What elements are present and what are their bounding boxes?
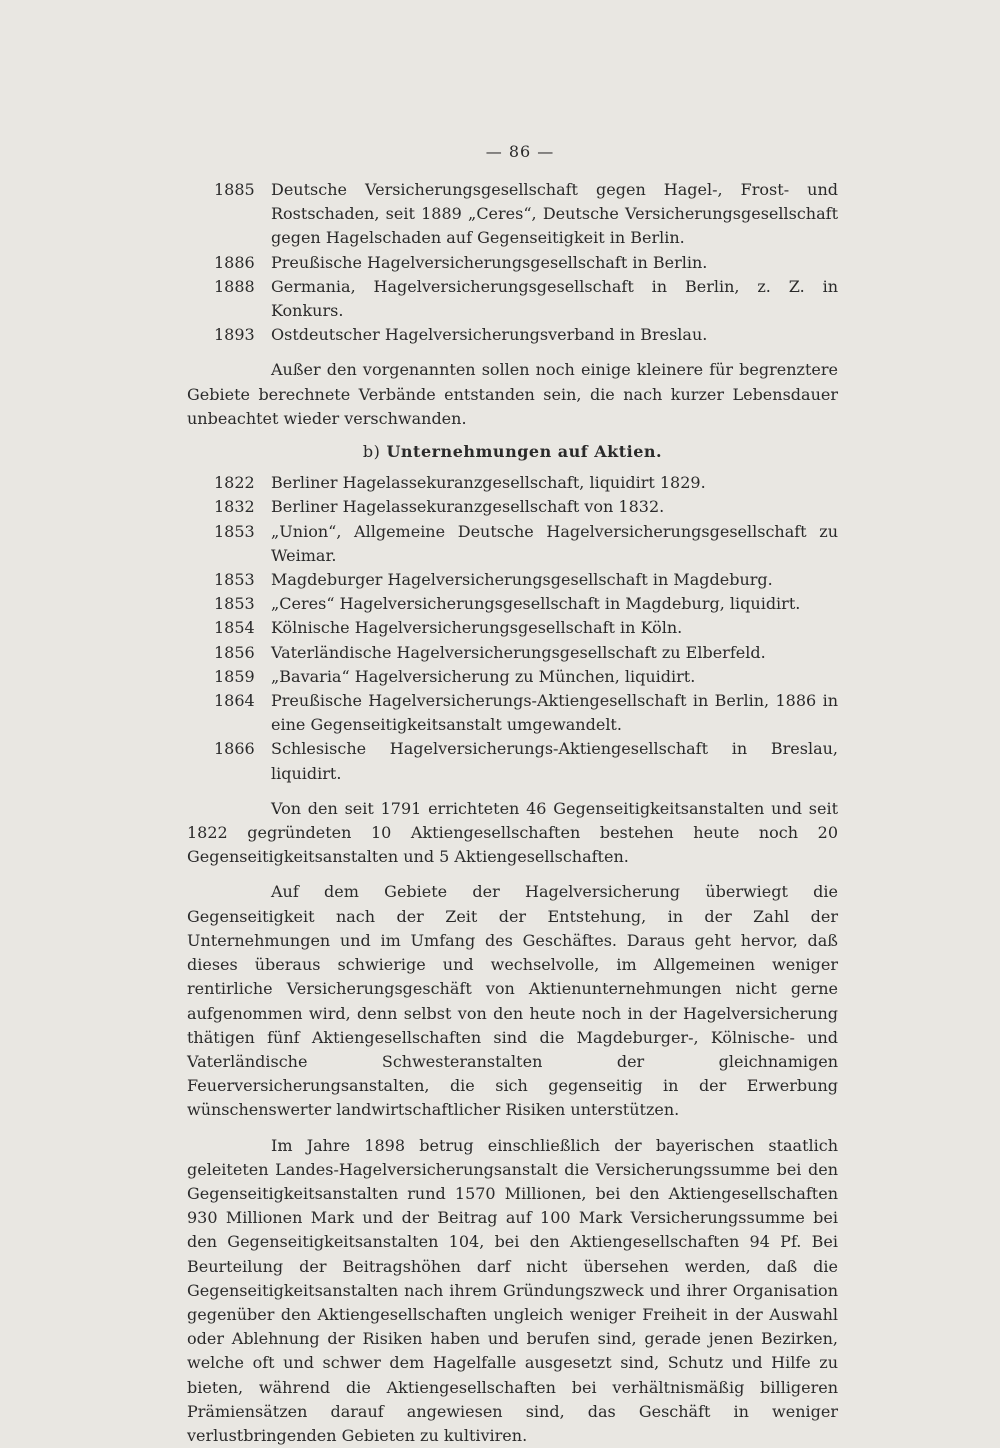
- entry-text: „Union“, Allgemeine Deutsche Hagelversicherungsgesellschaft zu Weimar.: [271, 521, 838, 565]
- entry-year: 1854: [214, 618, 255, 638]
- entry-text: Berliner Hagelassekuranzgesellschaft, liquidirt 1829.: [271, 473, 706, 493]
- mutual-insurer-list: [187, 178, 838, 347]
- entry-year: 1853: [214, 570, 255, 590]
- entry-text: Germania, Hagelversicherungsgesellschaft in Berlin, z. Z. in Konkurs.: [271, 276, 838, 321]
- list-item: [187, 665, 838, 689]
- entry-year: 1864: [214, 691, 255, 711]
- entry-text: Vaterländische Hagelversicherungsgesellschaft zu Elberfeld.: [271, 642, 766, 662]
- entry-year: 1893: [214, 325, 255, 345]
- list-item: [187, 568, 838, 592]
- entry-year: 1885: [214, 180, 255, 199]
- section-title: Unternehmungen auf Aktien.: [386, 442, 663, 462]
- list-item: [187, 592, 838, 616]
- list-item: [187, 641, 838, 665]
- list-item: [187, 471, 838, 495]
- page-number: — 86 —: [485, 142, 555, 161]
- list-item: [187, 251, 838, 275]
- entry-text: „Ceres“ Hagelversicherungsgesellschaft in Magdeburg, liquidirt.: [271, 594, 801, 614]
- list-item: [187, 689, 838, 737]
- entry-year: 1888: [214, 276, 255, 296]
- entry-year: 1853: [214, 594, 255, 614]
- list-item: [187, 737, 838, 785]
- paragraph-counts: Von den seit 1791 errichteten 46 Gegenseitigkeitsanstalten und seit 1822 gegründeten 10 Aktiengesellschaften bestehen heute noch 20 Gegenseitigkeitsanstalten und 5 Aktiengesellschaften.: [187, 798, 838, 867]
- entry-text: Kölnische Hagelversicherungsgesellschaft in Köln.: [271, 618, 683, 638]
- entry-text: Schlesische Hagelversicherungs-Aktiengesellschaft in Breslau, liquidirt.: [271, 739, 838, 783]
- entry-text: „Bavaria“ Hagelversicherung zu München, liquidirt.: [271, 666, 696, 686]
- section-label: b): [362, 442, 381, 462]
- entry-year: 1822: [214, 473, 255, 493]
- entry-year: 1856: [214, 642, 255, 662]
- list-item: [187, 495, 838, 519]
- section-heading: [187, 440, 838, 464]
- entry-year: 1859: [214, 666, 255, 686]
- entry-year: 1853: [214, 521, 255, 541]
- entry-text: Preußische Hagelversicherungsgesellschaft in Berlin.: [271, 252, 708, 272]
- stock-company-list: [187, 471, 838, 786]
- entry-text: Preußische Hagelversicherungs-Aktiengesellschaft in Berlin, 1886 in eine Gegenseitigkeitsanstalt umgewandelt.: [271, 691, 838, 735]
- list-item: [187, 178, 838, 251]
- list-item: [187, 323, 838, 347]
- list-item: [187, 275, 838, 323]
- paragraph-other-associations: Außer den vorgenannten sollen noch einige kleinere für begrenztere Gebiete berechnete Verbände entstanden sein, die nach kurzer Lebensdauer unbeachtet wieder verschwanden.: [187, 360, 838, 428]
- entry-text: Deutsche Versicherungsgesellschaft gegen Hagel-, Frost- und Rostschaden, seit 1889 „Ceres“, Deutsche Versicherungsgesellschaft gegen Hagelschaden auf Gegenseitigkeit in Berlin.: [271, 180, 838, 248]
- entry-year: 1866: [214, 739, 255, 759]
- page-body: [187, 178, 838, 1448]
- entry-year: 1886: [214, 252, 255, 272]
- entry-text: Magdeburger Hagelversicherungsgesellschaft in Magdeburg.: [271, 570, 773, 590]
- paragraph-mutuality: Auf dem Gebiete der Hagelversicherung überwiegt die Gegenseitigkeit nach der Zeit der Entstehung, in der Zahl der Unternehmungen und im Umfang des Geschäftes. Daraus geht hervor, daß dieses überaus schwierige und wechselvolle, im Allgemeinen weniger rentirliche Versicherungsgeschäft von Aktienunternehmungen nicht gerne aufgenommen wird, denn selbst von den heute noch in der Hagelversicherung thätigen fünf Aktiengesellschaften sind die Magdeburger-, Kölnische- und Vaterländische Schwesteranstalten der gleichnamigen Feuerversicherungsanstalten, die sich gegenseitig in der Erwerbung wünschenswerter landwirtschaftlicher Risiken unterstützen.: [187, 882, 838, 1120]
- list-item: [187, 520, 838, 568]
- list-item: [187, 616, 838, 640]
- entry-text: Berliner Hagelassekuranzgesellschaft von 1832.: [271, 497, 665, 517]
- paragraph-1898-figures: Im Jahre 1898 betrug einschließlich der bayerischen staatlich geleiteten Landes-Hagelversicherungsanstalt die Versicherungssumme bei den Gegenseitigkeitsanstalten rund 1570 Millionen, bei den Aktiengesellschaften 930 Millionen Mark und der Beitrag auf 100 Mark Versicherungssumme bei den Gegenseitigkeitsanstalten 104, bei den Aktiengesellschaften 94 Pf. Bei Beurteilung der Beitragshöhen darf nicht übersehen werden, daß die Gegenseitigkeitsanstalten nach ihrem Gründungszweck und ihrer Organisation gegenüber den Aktiengesellschaften ungleich weniger Freiheit in der Auswahl oder Ablehnung der Risiken haben und berufen sind, gerade jenen Bezirken, welche oft und schwer dem Hagelfalle ausgesetzt sind, Schutz und Hilfe zu bieten, während die Aktiengesellschaften bei verhältnismäßig billigeren Prämiensätzen darauf angewiesen sind, das Geschäft in weniger verlustbringenden Gebieten zu kultiviren.: [187, 1135, 838, 1445]
- entry-text: Ostdeutscher Hagelversicherungsverband in Breslau.: [271, 325, 708, 345]
- entry-year: 1832: [214, 497, 255, 517]
